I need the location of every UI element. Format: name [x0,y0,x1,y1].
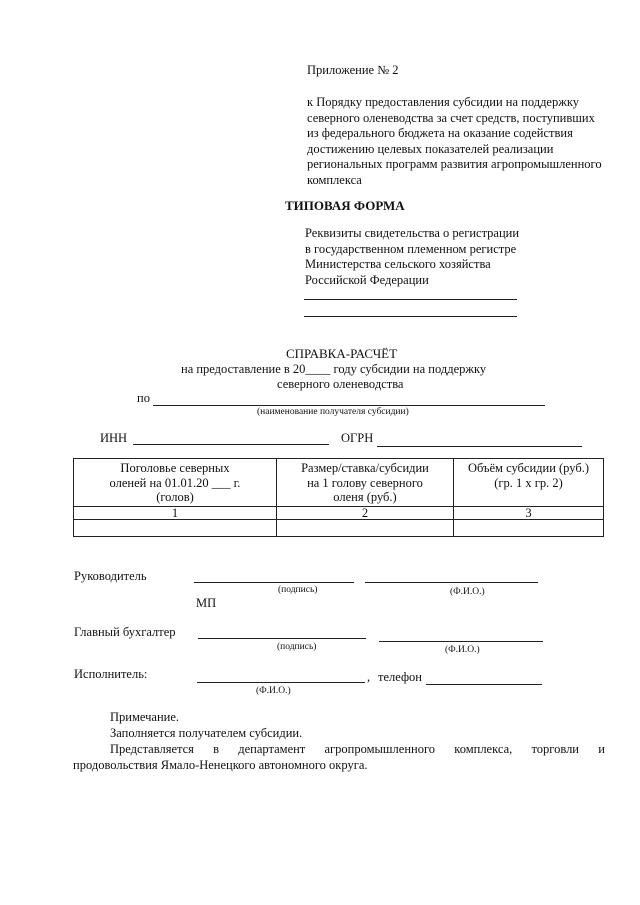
accountant-fio-caption: (Ф.И.О.) [445,645,480,655]
table-data-row [74,520,604,537]
phone-field[interactable] [426,684,542,685]
note-word: в [213,742,220,756]
header-text: Объём субсидии (руб.) [467,461,590,475]
appendix-title: Приложение № 2 [307,63,399,77]
header-text: (голов) [156,490,194,504]
note-word: комплекса, [454,742,513,756]
header-text: на 1 голову северного [307,475,423,490]
recipient-caption: (наименование получателя субсидии) [257,407,409,417]
column-number: 1 [74,507,277,520]
inn-label: ИНН [100,431,128,445]
stamp-mp: МП [196,596,217,610]
header-text: оленя (руб.) [333,490,397,504]
header-cell-rate [277,459,454,507]
note-title: Примечание. [110,710,180,724]
registration-blank-1[interactable] [304,299,517,300]
form-type-heading: ТИПОВАЯ ФОРМА [285,198,405,213]
table-number-row [74,507,604,520]
note-line-3: продовольствия Ямало-Ненецкого автономного округа. [73,758,368,772]
note-word: и [598,742,605,756]
executor-fio-field[interactable] [197,682,365,683]
ogrn-field[interactable] [377,446,582,447]
accountant-signature-caption: (подпись) [277,642,317,652]
table-header-row [74,459,604,507]
reference-line: региональных программ развития агропромышленного [307,157,602,171]
appendix-reference [307,95,602,188]
registration-line: в государственном племенном регистре [305,241,517,256]
accountant-fio-field[interactable] [379,641,543,642]
accountant-signature-field[interactable] [198,638,366,639]
executor-label: Исполнитель: [74,667,148,681]
head-fio-field[interactable] [365,582,538,583]
head-label: Руководитель [74,569,147,583]
header-cell-amount [454,459,604,507]
note-word: торговли [531,742,579,756]
registration-blank-2[interactable] [304,316,517,317]
header-text: Поголовье северных [120,461,230,475]
registration-line: Российской Федерации [305,272,429,287]
ogrn-label: ОГРН [341,431,374,445]
recipient-name-field[interactable] [153,405,545,406]
title-line-1: на предоставление в 20____ году субсидии на поддержку [181,362,487,376]
registration-line: Министерства сельского хозяйства [305,257,491,271]
reference-line: достижению целевых показателей реализации [307,141,554,156]
reference-line: к Порядку предоставления субсидии на поддержку [307,95,580,109]
note-line-2 [110,742,605,758]
column-number: 2 [277,507,454,520]
header-text: (гр. 1 х гр. 2) [494,475,563,490]
reference-line: северного оленеводства за счет средств, поступивших [307,110,595,125]
registration-line: Реквизиты свидетельства о регистрации [305,226,520,240]
head-signature-field[interactable] [194,582,354,583]
header-cell-headcount [74,459,277,507]
title-line-2: северного оленеводства [277,377,404,391]
po-label: по [137,391,150,405]
header-text: оленей на 01.01.20 ___ г. [109,475,241,490]
executor-fio-caption: (Ф.И.О.) [256,686,291,696]
accountant-label: Главный бухгалтер [74,625,176,639]
document-title: СПРАВКА-РАСЧЁТ [286,346,398,361]
head-signature-caption: (подпись) [278,585,318,595]
executor-comma: , [367,670,371,684]
calculation-table [73,458,604,537]
inn-field[interactable] [133,444,329,445]
data-cell-amount[interactable] [454,520,604,537]
head-fio-caption: (Ф.И.О.) [450,587,485,597]
data-cell-rate[interactable] [277,520,454,537]
header-text: Размер/ставка/субсидии [301,461,429,475]
reference-line: из федерального бюджета на оказание содействия [307,126,573,140]
data-cell-headcount[interactable] [74,520,277,537]
note-word: агропромышленного [324,742,436,756]
note-word: департамент [238,742,306,756]
note-word: Представляется [110,742,194,756]
registration-block [305,226,519,288]
reference-line: комплекса [307,172,362,187]
phone-label: телефон [378,670,422,684]
note-line-1: Заполняется получателем субсидии. [110,726,303,740]
column-number: 3 [454,507,604,520]
